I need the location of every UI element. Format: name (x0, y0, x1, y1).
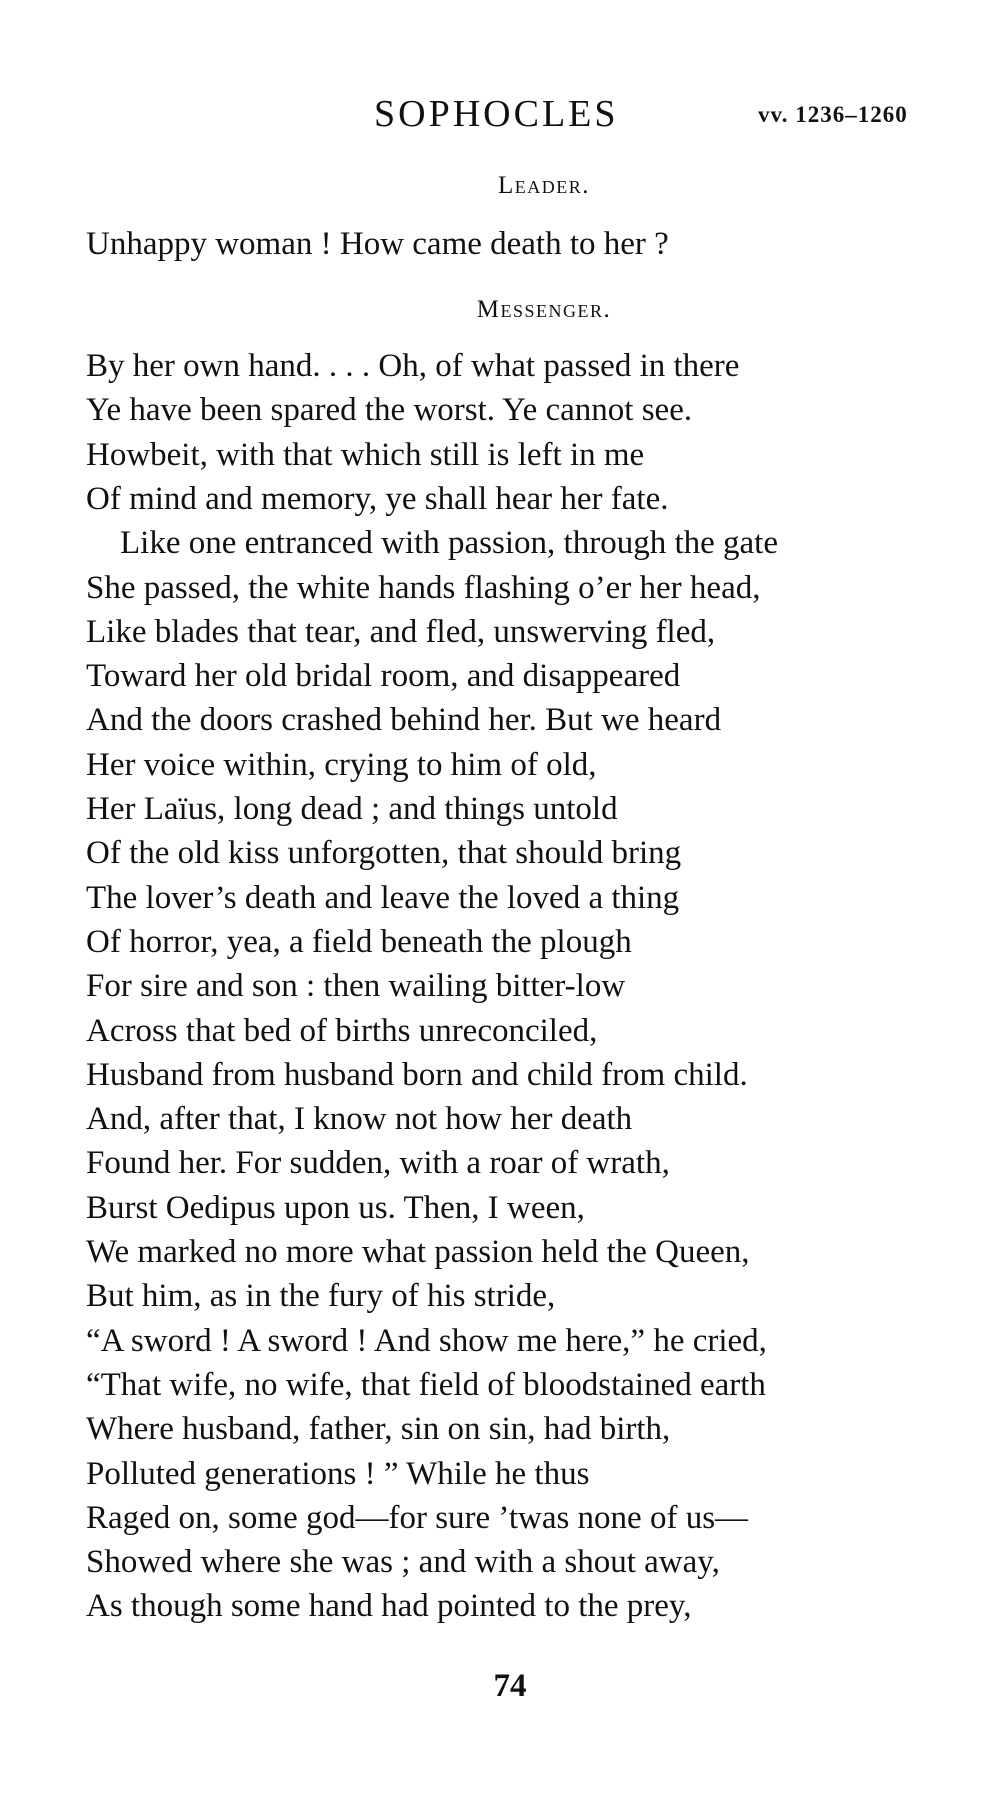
running-head (0, 92, 1000, 142)
verse-line: Polluted generations ! ” While he thus (86, 1456, 590, 1492)
verse-line: Of horror, yea, a field beneath the plough (86, 924, 632, 960)
verse-line: We marked no more what passion held the Queen, (86, 1234, 750, 1270)
verse-line: But him, as in the fury of his stride, (86, 1278, 556, 1314)
verse-line: Burst Oedipus upon us. Then, I ween, (86, 1190, 585, 1226)
running-title: SOPHOCLES (374, 93, 619, 135)
verse-line: Where husband, father, sin on sin, had birth, (86, 1411, 671, 1447)
verse-line: By her own hand. . . . Oh, of what passed in there (86, 348, 740, 384)
verse-line: Like one entranced with passion, through the gate (120, 525, 778, 561)
page-number: 74 (493, 1668, 527, 1704)
verse-line: Across that bed of births unreconciled, (86, 1013, 598, 1049)
verse-line: “A sword ! A sword ! And show me here,” he cried, (86, 1323, 767, 1359)
speaker-leader: Leader. (497, 172, 590, 199)
verse-line: And, after that, I know not how her death (86, 1101, 633, 1137)
verse-line: Of the old kiss unforgotten, that should bring (86, 835, 682, 871)
verse-line: Of mind and memory, ye shall hear her fate. (86, 481, 669, 517)
leader-line: Unhappy woman ! How came death to her ? (86, 226, 669, 262)
verse-line: Like blades that tear, and fled, unswerving fled, (86, 614, 716, 650)
verse-line: She passed, the white hands flashing o’er her head, (86, 570, 761, 606)
verse-line: Toward her old bridal room, and disappeared (86, 658, 681, 694)
verse-line: Her Laïus, long dead ; and things untold (86, 791, 618, 827)
speaker-messenger: Messenger. (476, 296, 612, 323)
verse-line: Showed where she was ; and with a shout away, (86, 1544, 720, 1580)
verse-line: Howbeit, with that which still is left in me (86, 437, 645, 473)
verse-line: As though some hand had pointed to the prey, (86, 1588, 692, 1624)
verse-line: The lover’s death and leave the loved a thing (86, 880, 680, 916)
verse-line: Found her. For sudden, with a roar of wrath, (86, 1145, 670, 1181)
verse-line: Raged on, some god—for sure ’twas none of us— (86, 1500, 749, 1536)
verse-line: Ye have been spared the worst. Ye cannot see. (86, 392, 693, 428)
verse-line: Husband from husband born and child from child. (86, 1057, 748, 1093)
verse-line: And the doors crashed behind her. But we heard (86, 702, 722, 738)
line-range: vv. 1236–1260 (758, 102, 908, 127)
verse-line: Her voice within, crying to him of old, (86, 747, 597, 783)
verse-line: For sire and son : then wailing bitter-low (86, 968, 626, 1004)
verse-line: “That wife, no wife, that field of bloodstained earth (86, 1367, 766, 1403)
